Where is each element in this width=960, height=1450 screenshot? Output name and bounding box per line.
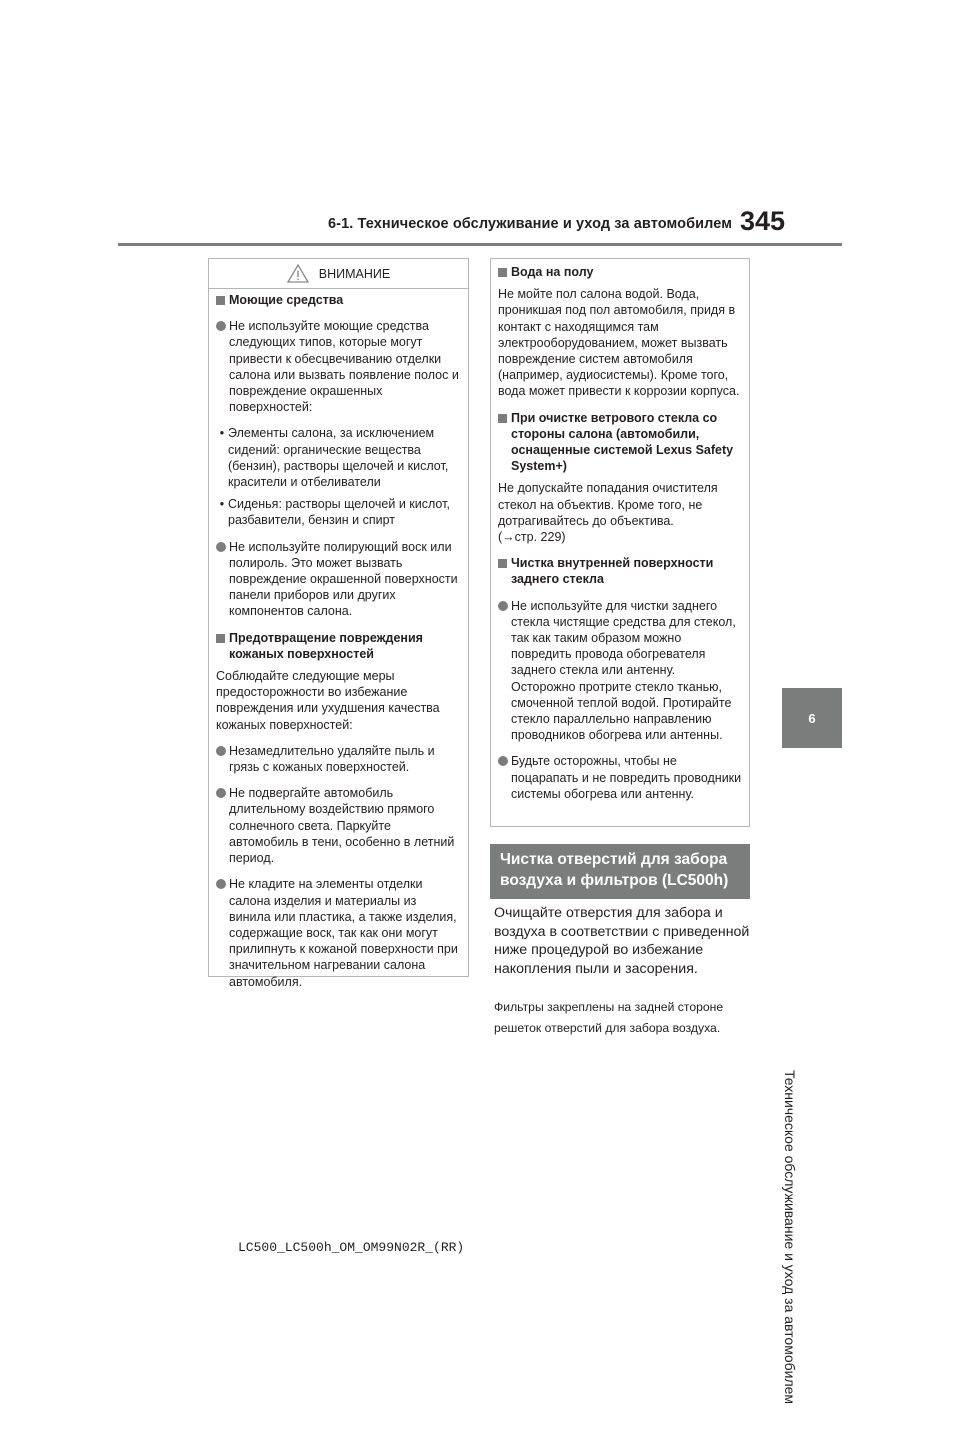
bullet-item: • Сиденья: растворы щелочей и кислот, разбавители, бензин и спирт: [219, 497, 450, 528]
caution-item: Не используйте для чистки заднего стекла чистящие средства для стекол, так как таким образом можно повредить провода обогревателя заднего стекла или антенну. Осторожно протрите стекло тканью, смоченной теплой водой. Протирайте стекло параллельно направлению проводников обогрева или антенны.: [498, 598, 742, 744]
square-marker-icon: [216, 634, 225, 643]
chapter-side-label: Техническое обслуживание и уход за автомобилем: [782, 1070, 798, 1405]
paragraph: Не допускайте попадания очистителя стекол на объектив. Кроме того, не дотрагивайтесь до объектива.: [498, 481, 718, 528]
notice-box: [490, 258, 750, 827]
caution-item: Незамедлительно удаляйте пыль и грязь с кожаных поверхностей.: [216, 743, 461, 775]
square-marker-icon: [498, 268, 507, 277]
header-divider: [118, 243, 842, 246]
square-marker-icon: [498, 559, 507, 568]
caution-item: Будьте осторожны, чтобы не поцарапать и не повредить проводники системы обогрева или антенну.: [498, 753, 742, 802]
caution-item: Не подвергайте автомобиль длительному воздействию прямого солнечного света. Паркуйте автомобиль в тени, особенно в летний период.: [216, 785, 461, 866]
heading-rear-window: Чистка внутренней поверхности заднего стекла: [498, 555, 742, 587]
heading-windshield: При очистке ветрового стекла со стороны салона (автомобили, оснащенные системой Lexus Safety System+): [498, 410, 742, 475]
circle-marker-icon: [216, 321, 226, 331]
heading-leather: Предотвращение повреждения кожаных поверхностей: [216, 630, 461, 662]
page-reference: (→стр. 229): [498, 530, 566, 545]
warning-box: [208, 258, 469, 989]
section-title: Чистка отверстий для забора воздуха и фильтров (LC500h): [490, 844, 750, 896]
heading-water-floor: Вода на полу: [498, 264, 742, 280]
circle-marker-icon: [216, 542, 226, 552]
chapter-tab: 6: [782, 688, 842, 748]
circle-marker-icon: [216, 746, 226, 756]
section-header-title: 6-1. Техническое обслуживание и уход за автомобилем: [328, 216, 733, 232]
circle-marker-icon: [498, 756, 508, 766]
paragraph: Не мойте пол салона водой. Вода, проникшая под пол автомобиля, придя в контакт с находящимся там электрооборудованием, может вызвать повреждение систем автомобиля (например, аудиосистемы). Кроме того, вода может привести к коррозии корпуса.: [498, 287, 740, 399]
caution-item: Не используйте полирующий воск или полироль. Это может вызвать повреждение окрашенной поверхности панели приборов или других компонентов салона.: [216, 539, 461, 620]
caution-item: Не используйте моющие средства следующих типов, которые могут привести к обесцвечиванию отделки салона или вызвать появление полос и повреждение окрашенных поверхностей:: [216, 318, 461, 415]
paragraph: Соблюдайте следующие меры предосторожности во избежание повреждения или ухудшения качества кожаных поверхностей:: [216, 669, 440, 732]
document-footer-code: LC500_LC500h_OM_OM99N02R_(RR): [238, 1240, 465, 1255]
bullet-item: • Элементы салона, за исключением сидений: органические вещества (бензин), растворы щелочей и кислот, красители и отбеливатели: [219, 426, 449, 490]
circle-marker-icon: [216, 879, 226, 889]
square-marker-icon: [216, 296, 225, 305]
warning-header: [209, 259, 468, 289]
circle-marker-icon: [216, 788, 226, 798]
warning-triangle-icon: [287, 264, 309, 283]
circle-marker-icon: [498, 601, 508, 611]
caution-item: Не кладите на элементы отделки салона изделия и материалы из винила или пластика, а также изделия, содержащие воск, так как они могут прилипнуть к кожаной поверхности при значительном нагревании салона автомобиля.: [216, 876, 461, 989]
page-number: 345: [740, 206, 786, 236]
section-note: Фильтры закреплены на задней стороне решеток отверстий для забора воздуха.: [494, 1000, 724, 1035]
warning-label: ВНИМАНИЕ: [318, 266, 391, 281]
heading-detergents: Моющие средства: [216, 292, 461, 308]
square-marker-icon: [498, 414, 507, 423]
section-paragraph: Очищайте отверстия для забора и воздуха в соответствии с приведенной ниже процедурой во избежание накопления пыли и засорения.: [494, 905, 750, 977]
